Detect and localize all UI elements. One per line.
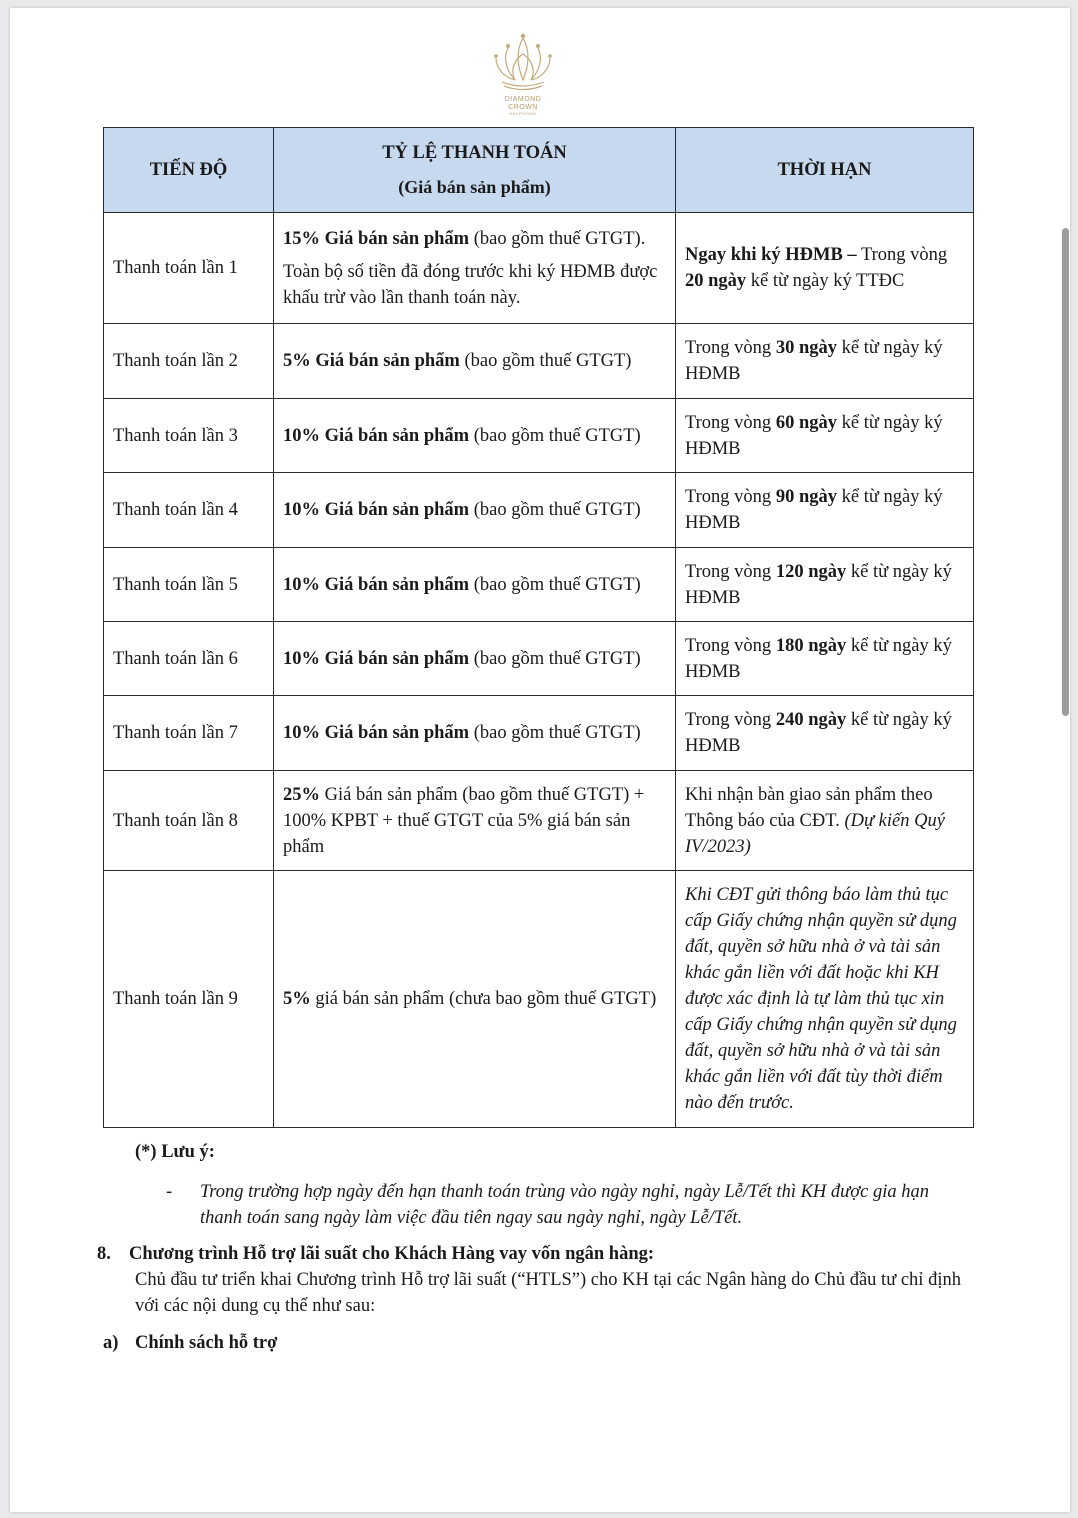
rate-bold: 10% Giá bán sản phẩm xyxy=(283,723,470,743)
term-text: kể từ ngày ký HĐMB xyxy=(685,412,943,459)
stage-cell: Thanh toán lần 4 xyxy=(104,473,274,548)
rate-text: Giá bán sản phẩm (bao gồm thuế GTGT) + 100% KPBT + thuế GTGT của 5% giá bán sản phẩm xyxy=(283,784,645,857)
diamond-crown-logo xyxy=(488,32,558,118)
term-text: Trong vòng xyxy=(685,338,776,358)
term-bold: Ngay khi ký HĐMB – xyxy=(685,245,857,265)
header-payment-rate-subtitle: (Giá bán sản phẩm) xyxy=(398,177,551,197)
stage-cell: Thanh toán lần 8 xyxy=(104,771,274,871)
rate-text: (bao gồm thuế GTGT) xyxy=(469,648,641,669)
table-row xyxy=(104,771,974,871)
rate-bold: 10% Giá bán sản phẩm xyxy=(283,648,470,669)
table-row xyxy=(104,473,974,548)
rate-text: (bao gồm thuế GTGT). xyxy=(469,228,646,249)
section-8-body: Chủ đầu tư triển khai Chương trình Hỗ trợ lãi suất (“HTLS”) cho KH tại các Ngân hàng do Chủ đầu tư chỉ định với các nội dung cụ thể như sau: xyxy=(135,1270,961,1316)
term-text: kể từ ngày ký HĐMB xyxy=(685,338,943,384)
rate-text: (bao gồm thuế GTGT) xyxy=(469,425,641,446)
stage-cell: Thanh toán lần 5 xyxy=(104,548,274,622)
logo-text-location: HAI PHONG xyxy=(509,111,537,116)
logo-text-crown: CROWN xyxy=(508,104,538,111)
rate-text: (bao gồm thuế GTGT) xyxy=(459,351,632,371)
rate-bold: 10% Giá bán sản phẩm xyxy=(283,425,470,446)
table-row xyxy=(104,548,974,622)
term-text: Trong vòng xyxy=(685,487,776,507)
term-text: Trong vòng xyxy=(685,710,776,730)
term-cell xyxy=(676,399,974,473)
rate-cell xyxy=(274,548,676,622)
term-cell: Khi CĐT gửi thông báo làm thủ tục cấp Giấy chứng nhận quyền sử dụng đất, quyền sở hữu nhà ở và tài sản khác gắn liền với đất hoặc khi KH được xác định là tự làm thủ tục xin cấp Giấy chứng nhận quyền sử dụng đất, quyền sở hữu nhà ở và tài sản khác gắn liền với đất tùy thời điểm nào đến trước. xyxy=(676,871,974,1128)
rate-text: (bao gồm thuế GTGT) xyxy=(469,500,641,520)
header-deadline: THỜI HẠN xyxy=(676,128,974,213)
rate-bold: 5% xyxy=(283,989,311,1009)
term-cell xyxy=(676,548,974,622)
term-bold: 20 ngày xyxy=(685,271,747,291)
rate-cell xyxy=(274,324,676,399)
term-text: kể từ ngày ký TTĐC xyxy=(746,271,905,291)
term-text: Khi nhận bàn giao sản phẩm theo Thông báo của CĐT. xyxy=(685,784,933,831)
term-text: Trong vòng xyxy=(685,412,776,433)
rate-cell xyxy=(274,871,676,1128)
section-8-heading xyxy=(97,1241,654,1267)
section-title: Chương trình Hỗ trợ lãi suất cho Khách Hàng vay vốn ngân hàng: xyxy=(129,1244,655,1264)
term-bold: 180 ngày xyxy=(775,635,847,656)
stage-cell: Thanh toán lần 2 xyxy=(104,324,274,399)
stage-cell: Thanh toán lần 7 xyxy=(104,696,274,771)
term-cell xyxy=(676,696,974,771)
term-cell xyxy=(676,771,974,871)
header-progress: TIẾN ĐỘ xyxy=(104,128,274,213)
rate-bold: 15% Giá bán sản phẩm xyxy=(283,228,470,249)
rate-text: (bao gồm thuế GTGT) xyxy=(469,574,641,595)
term-text: kể từ ngày ký HĐMB xyxy=(685,561,952,608)
rate-cell xyxy=(274,696,676,771)
rate-bold: 10% Giá bán sản phẩm xyxy=(283,500,470,520)
table-row xyxy=(104,324,974,399)
rate-bold: 10% Giá bán sản phẩm xyxy=(283,574,470,595)
table-row xyxy=(104,213,974,324)
stage-cell: Thanh toán lần 1 xyxy=(104,213,274,324)
rate-cell xyxy=(274,213,676,324)
term-text: Trong vòng xyxy=(856,245,948,265)
term-cell xyxy=(676,622,974,696)
rate-cell xyxy=(274,771,676,871)
subsection-letter: a) xyxy=(103,1333,119,1353)
term-bold: 120 ngày xyxy=(775,561,847,582)
section-number: 8. xyxy=(97,1244,111,1264)
logo-text-diamond: DIAMOND xyxy=(504,96,542,103)
subsection-a-heading xyxy=(103,1330,277,1356)
term-text: kể từ ngày ký HĐMB xyxy=(685,710,952,756)
term-italic: (Dự kiến Quý IV/2023) xyxy=(685,810,945,857)
term-cell xyxy=(676,473,974,548)
rate-bold: 5% Giá bán sản phẩm xyxy=(283,351,460,371)
term-text: Trong vòng xyxy=(685,635,776,656)
table-header-row xyxy=(104,128,974,213)
rate-text: giá bán sản phẩm (chưa bao gồm thuế GTGT) xyxy=(310,989,657,1009)
rate-extra: Toàn bộ số tiền đã đóng trước khi ký HĐMB được khấu trừ vào lần thanh toán này. xyxy=(283,261,658,308)
header-payment-rate-title: TỶ LỆ THANH TOÁN xyxy=(382,143,567,163)
note-title: (*) Lưu ý: xyxy=(135,1142,215,1162)
term-bold: 90 ngày xyxy=(775,487,837,507)
term-cell xyxy=(676,324,974,399)
note-bullet: - xyxy=(166,1182,173,1202)
term-bold: 240 ngày xyxy=(775,710,847,730)
term-bold: 30 ngày xyxy=(775,338,837,358)
table-row xyxy=(104,399,974,473)
note-text: Trong trường hợp ngày đến hạn thanh toán trùng vào ngày nghỉ, ngày Lễ/Tết thì KH được gia hạn thanh toán sang ngày làm việc đầu tiên ngay sau ngày nghỉ, ngày Lễ/Tết. xyxy=(200,1182,929,1228)
payment-schedule-table xyxy=(103,127,974,1128)
stage-cell: Thanh toán lần 3 xyxy=(104,399,274,473)
header-payment-rate xyxy=(274,128,676,213)
rate-bold: 25% xyxy=(283,784,320,805)
scrollbar[interactable] xyxy=(1062,228,1069,716)
crown-icon xyxy=(488,32,558,94)
table-row xyxy=(104,622,974,696)
rate-cell xyxy=(274,473,676,548)
rate-text: (bao gồm thuế GTGT) xyxy=(469,723,641,743)
stage-cell: Thanh toán lần 6 xyxy=(104,622,274,696)
term-text: Trong vòng xyxy=(685,561,776,582)
rate-cell xyxy=(274,399,676,473)
term-cell xyxy=(676,213,974,324)
rate-cell xyxy=(274,622,676,696)
stage-cell: Thanh toán lần 9 xyxy=(104,871,274,1128)
term-text: kể từ ngày ký HĐMB xyxy=(685,487,943,533)
table-row xyxy=(104,871,974,1128)
term-text: kể từ ngày ký HĐMB xyxy=(685,635,952,682)
subsection-title: Chính sách hỗ trợ xyxy=(135,1333,278,1353)
term-bold: 60 ngày xyxy=(775,412,837,433)
table-row xyxy=(104,696,974,771)
